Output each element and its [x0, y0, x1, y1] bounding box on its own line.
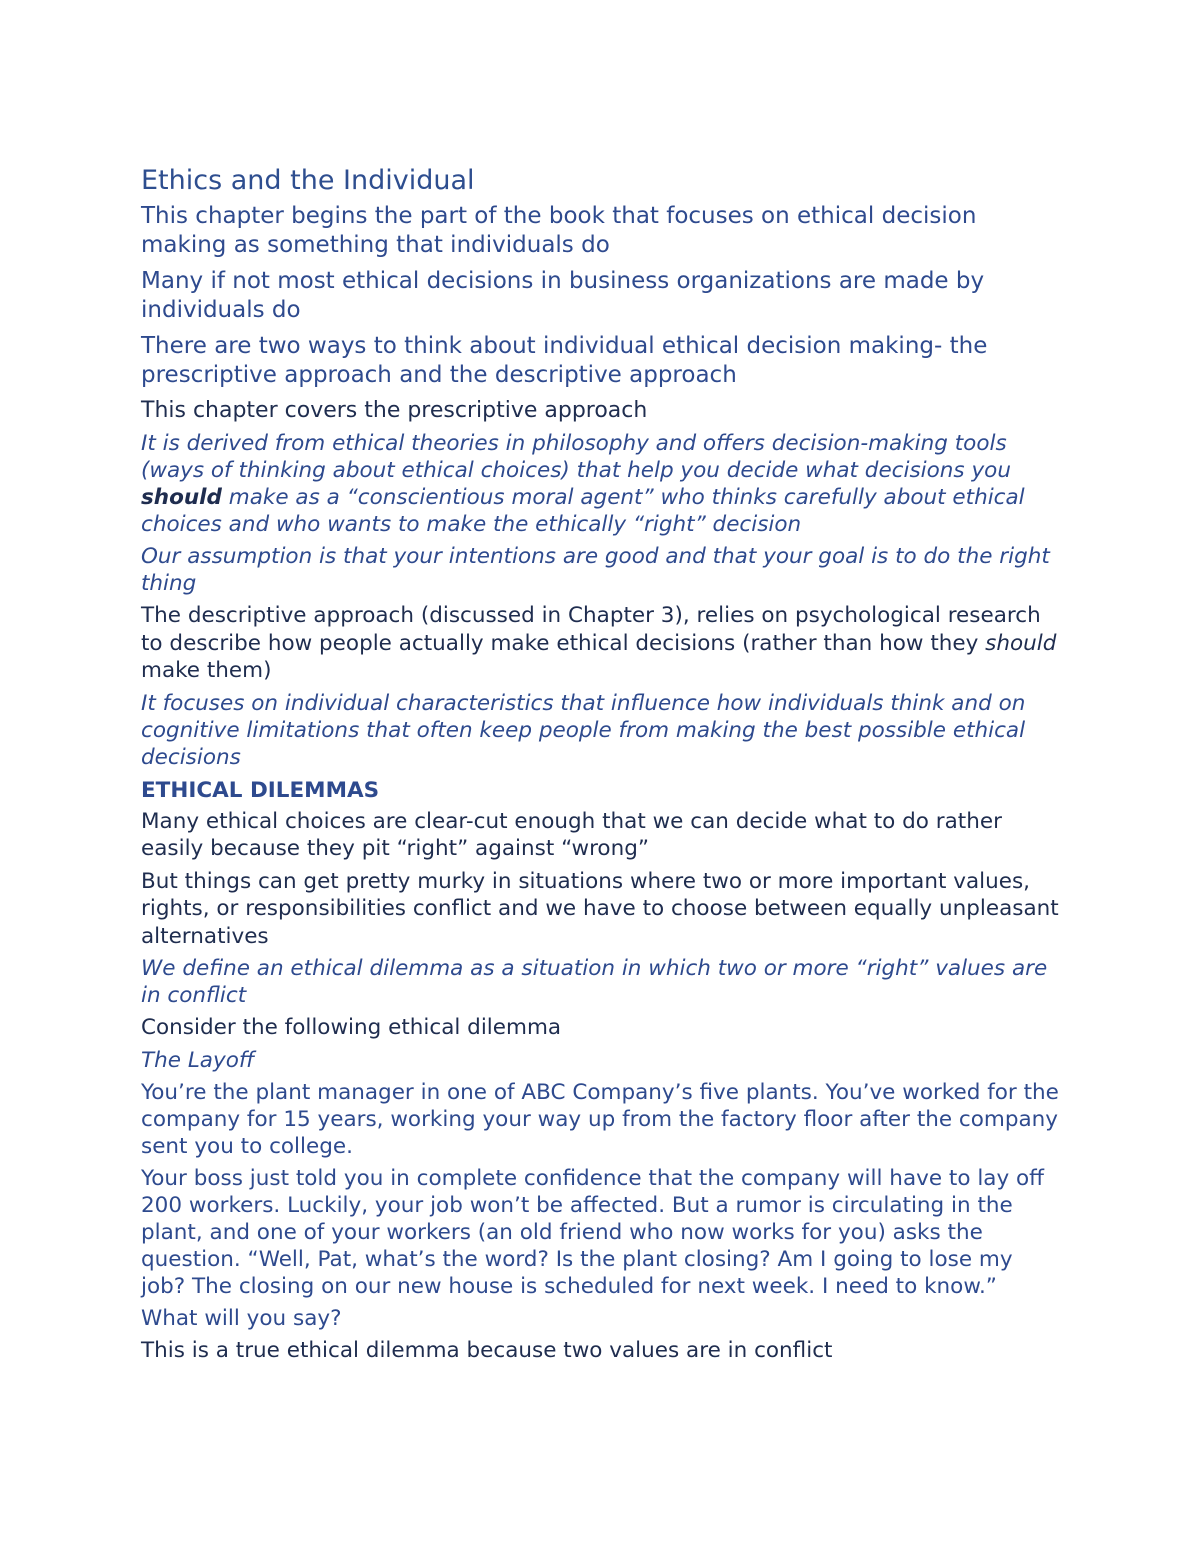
paragraph-chapter-intro: This chapter begins the part of the book that focuses on ethical decision making as something that individuals do [141, 203, 977, 258]
text-segment: make as a “conscientious moral agent” who thinks carefully about ethical choices and who wants to make the ethically “right” decision [141, 485, 1025, 537]
paragraph-consider: Consider the following ethical dilemma [141, 1015, 562, 1040]
paragraph-clear-cut: Many ethical choices are clear-cut enough that we can decide what to do rather easily because they pit “right” against “wrong” [141, 808, 1002, 861]
emphasis-should: should [985, 630, 1057, 656]
paragraph-focuses: It focuses on individual characteristics that influence how individuals think and on cognitive limitations that often keep people from making the best possible ethical decisions [141, 690, 1026, 770]
paragraph-derived-from-theories [141, 430, 1061, 538]
paragraph-two-approaches: There are two ways to think about individual ethical decision making- the prescriptive approach and the descriptive approach [141, 333, 988, 388]
paragraph-descriptive [141, 602, 1061, 685]
text-segment: The descriptive approach (discussed in Chapter 3), relies on psychological research to describe how people actually make ethical decisions (rather than how they [141, 603, 1041, 656]
document-page [141, 164, 1061, 1369]
paragraph-boss-told: Your boss just told you in complete confidence that the company will have to lay off 200 workers. Luckily, your job won’t be affected. But a rumor is circulating in the plant, and one of your workers (an old friend who now works for you) asks the question. “Well, Pat, what’s the word? Is the plant closing? Am I going to lose my job? The closing on our new house is scheduled for next week. I need to know.” [141, 1165, 1044, 1299]
text-segment: make them) [141, 658, 272, 683]
section-heading: ETHICAL DILEMMAS [141, 777, 380, 803]
paragraph-prescriptive: This chapter covers the prescriptive approach [141, 398, 648, 423]
paragraph-what-will-you-say: What will you say? [141, 1305, 342, 1331]
emphasis-should: should [141, 485, 222, 510]
case-title: The Layoff [141, 1047, 255, 1073]
paragraph-true-dilemma: This is a true ethical dilemma because two values are in conflict [141, 1337, 833, 1363]
paragraph-individual-decisions: Many if not most ethical decisions in business organizations are made by individuals do [141, 268, 985, 323]
paragraph-assumption: Our assumption is that your intentions are good and that your goal is to do the right thing [141, 544, 1050, 596]
document-title: Ethics and the Individual [141, 165, 475, 196]
paragraph-definition: We define an ethical dilemma as a situation in which two or more “right” values are in conflict [141, 956, 1048, 1008]
paragraph-murky: But things can get pretty murky in situations where two or more important values, rights, or responsibilities conflict and we have to choose between equally unpleasant alternatives [141, 868, 1059, 949]
text-segment: It is derived from ethical theories in philosophy and offers decision-making tools (ways of thinking about ethical choices) that help you decide what decisions you [141, 431, 1011, 483]
paragraph-plant-manager: You’re the plant manager in one of ABC Company’s five plants. You’ve worked for the company for 15 years, working your way up from the factory floor after the company sent you to college. [141, 1079, 1059, 1159]
